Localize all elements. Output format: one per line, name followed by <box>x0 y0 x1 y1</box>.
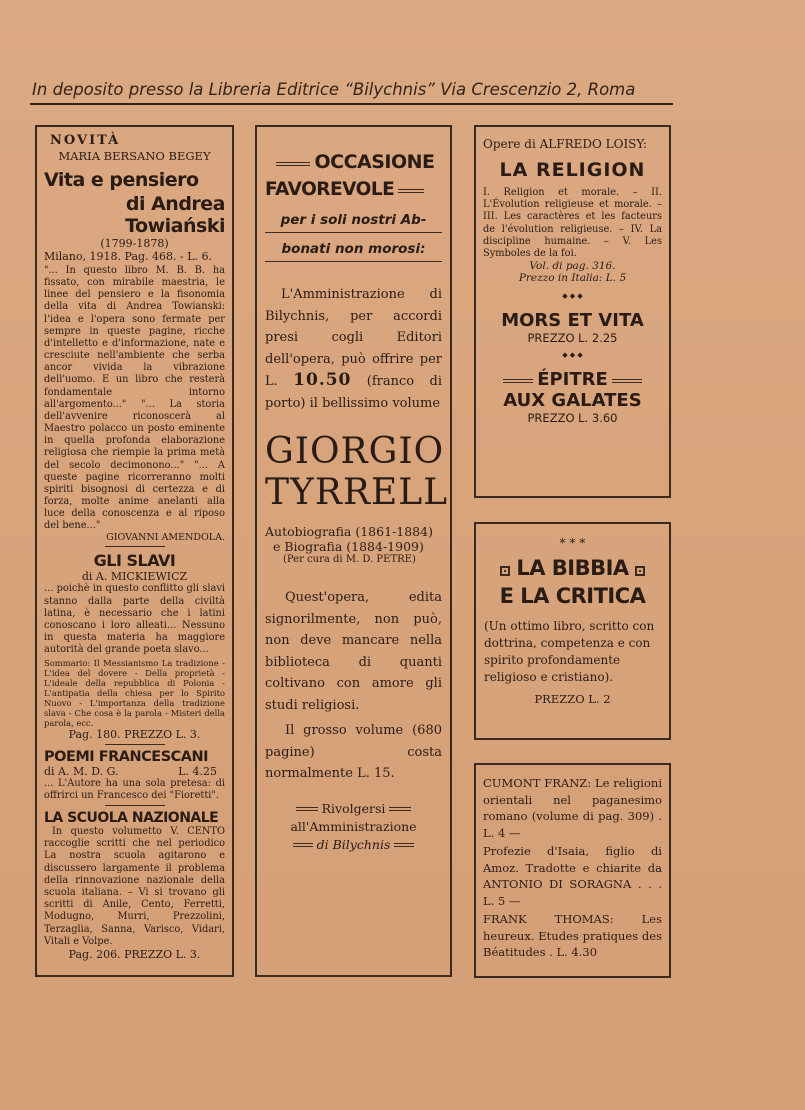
prezzo-bibbia: PREZZO L. 2 <box>534 692 611 706</box>
cumont-entry: CUMONT FRANZ: Le religioni orientali nel paganesimo romano (volume di pag. 309) . L. 4 — <box>483 776 662 840</box>
profezie-entry: Profezie d'Isaia, figlio di Amoz. Tradotte e chiarite da ANTONIO DI SORAGNA . . . L. 5 — <box>483 844 662 908</box>
name-giorgio: GIORGIO <box>265 431 445 472</box>
dash-rule <box>612 379 642 383</box>
dash-rule <box>394 843 414 847</box>
square-ornament-icon <box>500 566 510 576</box>
prezzo-italia: Prezzo in Italia: L. 5 <box>518 272 627 285</box>
title-mors-et-vita: MORS ET VITA <box>501 310 644 332</box>
title-vita-pensiero: Vita e pensiero <box>44 169 199 191</box>
soli-line-1: per i soli nostri Ab- <box>265 212 442 233</box>
vol-pages: Vol. di pag. 316. <box>529 260 616 273</box>
soli-line-2: bonati non morosi: <box>265 241 442 262</box>
occasione-line <box>265 151 442 173</box>
body-scuola: In questo volumetto V. CENTO raccoglie scritti che nel periodico La nostra scuola agitarono e discussero largamente il problema della rinnovazione nazionale della scuola italiana. – Vi si trovano gli scritti di Anile, Cento, Ferretti, Modugno, Murri, Prezzolini, Terzaglia, Sanna, Varisco, Vidari, Vitali e Volpe. <box>44 826 225 947</box>
body-towianski: "... In questo libro M. B. B. ha fissato, con mirabile maestria, le linee del pensiero e la fisonomia della vita di Andrea Towianski: l'idea e l'opera sono fermate per sempre in queste pagine, ricche d'intelletto e d'informazione, nate e cresciute nell'ambiente che serba ancor vivida la vibrazione dell'uomo. E un libro che resterà fondamentale intorno all'argomento..." "... La storia dell'avvenire riconoscerà al Maestro polacco un posto eminente in quella profonda elaborazione religiosa che riempie la prima metà del secolo decimonono..." "... A queste pagine ricorreranno molti spiriti bisognosi di certezza e di forza, molte anime anelanti alla luce della conoscenza e al riposo del bene..." <box>44 265 225 532</box>
dash-rule <box>293 843 313 847</box>
religion-list: I. Religion et morale. – II. L'Évolution religieuse et morale. – III. Les caractères et les facteurs de l'évolution religieuse. – IV. La discipline humaine. – V. Les Symboles de la foi. <box>483 187 662 260</box>
author-amdg: di A. M. D. G. <box>44 764 119 778</box>
title-gli-slavi: GLI SLAVI <box>93 551 176 571</box>
title-aux-galates: AUX GALATES <box>503 390 642 412</box>
poemi-meta <box>44 765 225 778</box>
title-la-religion: LA RELIGION <box>499 159 646 181</box>
divider <box>105 546 165 547</box>
title-poemi: POEMI FRANCESCANI <box>44 748 209 765</box>
author-mickiewicz: di A. MICKIEWICZ <box>81 570 188 584</box>
prezzo-galates: PREZZO L. 3.60 <box>527 411 618 426</box>
title-towianski: di Andrea Towiański <box>125 193 225 237</box>
rivolgersi: Rivolgersi <box>321 800 386 816</box>
divider <box>105 805 165 806</box>
bibbia-line <box>484 556 661 580</box>
loisy-box <box>474 125 671 498</box>
left-column-box <box>35 125 234 977</box>
epitre-line <box>483 369 662 390</box>
signature-amendola: GIOVANNI AMENDOLA. <box>106 532 225 544</box>
prezzo-mors: PREZZO L. 2.25 <box>527 331 618 346</box>
di-bilychnis-line <box>265 837 442 852</box>
opere-loisy: Opere di ALFREDO LOISY: <box>483 137 647 151</box>
dash-rule <box>389 807 411 811</box>
body-amministrazione <box>265 284 442 414</box>
years: (1799-1878) <box>100 237 169 250</box>
misc-books-box <box>474 763 671 978</box>
rivolgersi-line <box>265 801 442 816</box>
square-ornament-icon <box>635 566 645 576</box>
thomas-entry: FRANK THOMAS: Les heureux. Etudes pratiques des Béatitudes . L. 4.30 <box>483 912 662 959</box>
dash-rule <box>503 379 533 383</box>
price-offer: 10.50 <box>293 370 352 390</box>
title-e-la-critica: E LA CRITICA <box>499 584 646 608</box>
di-bilychnis: di Bilychnis <box>316 836 391 852</box>
summary-slavi: Sommario: Il Messianismo La tradizione - L'idea del dovere - Della proprietà - L'ideale della repubblica di Polonia - L'antipatia della chiesa per lo Spirito Nuovo - L'importanza della tradizione slava - Che cosa è la parola - Misteri della parola, ecc. <box>44 657 225 728</box>
stars: * * * <box>559 536 586 550</box>
name-tyrrell: TYRRELL <box>265 472 449 513</box>
middle-column-box <box>255 125 452 977</box>
author-bersano: MARIA BERSANO BEGEY <box>58 149 211 163</box>
diamonds-separator: ◆ ◆ ◆ <box>562 351 583 360</box>
price-scuola: Pag. 206. PREZZO L. 3. <box>68 948 201 962</box>
autobiografia: Autobiografia (1861-1884) <box>265 524 433 539</box>
title-occasione: OCCASIONE <box>314 151 435 173</box>
per-cura: (Per cura di M. D. PETRE) <box>283 554 416 565</box>
title-la-bibbia: LA BIBBIA <box>516 556 629 580</box>
amministrazione: all'Amministrazione <box>290 818 417 834</box>
header-rule <box>30 103 673 105</box>
dash-rule <box>276 162 310 166</box>
body-poemi: ... L'Autore ha una sola pretesa: di offrirci un Francesco dei "Fioretti". <box>44 777 225 801</box>
price-poemi: L. 4.25 <box>178 764 217 778</box>
diamonds-separator: ◆ ◆ ◆ <box>562 292 583 301</box>
title-scuola: LA SCUOLA NAZIONALE <box>44 810 219 827</box>
title-favorevole: FAVOREVOLE <box>265 179 395 200</box>
bibbia-box <box>474 522 671 740</box>
body-slavi: ... poichè in questo conflitto gli slavi stanno dalla parte della civiltà latina, è necessario che i latini conoscano i loro alleati... Nessuno in questa materia ha maggiore autorità del grande poeta slavo... <box>44 583 225 656</box>
body-opera: Quest'opera, edita signorilmente, non può, non deve mancare nella biblioteca di quanti coltivano con amore gli studi religiosi. <box>265 590 442 713</box>
page-header: In deposito presso la Libreria Editrice “Bilychnis” Via Crescenzio 2, Roma <box>32 80 636 99</box>
title-epitre: ÉPITRE <box>537 369 608 391</box>
divider <box>105 744 165 745</box>
favorevole-line <box>265 179 442 200</box>
dash-rule <box>398 189 424 193</box>
body-franco: (franco di porto) il bellissimo volume <box>265 374 442 411</box>
novita-label: NOVITÀ <box>50 133 121 148</box>
body-volume: Il grosso volume (680 pagine) costa normalmente L. 15. <box>265 723 442 781</box>
dash-rule <box>296 807 318 811</box>
biografia: e Biografia (1884-1909) <box>273 539 424 554</box>
pub-info: Milano, 1918. Pag. 468. - L. 6. <box>44 250 213 263</box>
body-amministrazione-text: L'Amministrazione di Bilychnis, per accordi presi cogli Editori dell'opera, può offrire per L. <box>265 287 442 389</box>
price-slavi: Pag. 180. PREZZO L. 3. <box>68 727 201 741</box>
bibbia-body: (Un ottimo libro, scritto con dottrina, competenza e con spirito profondamente religioso e cristiano). <box>484 619 655 684</box>
